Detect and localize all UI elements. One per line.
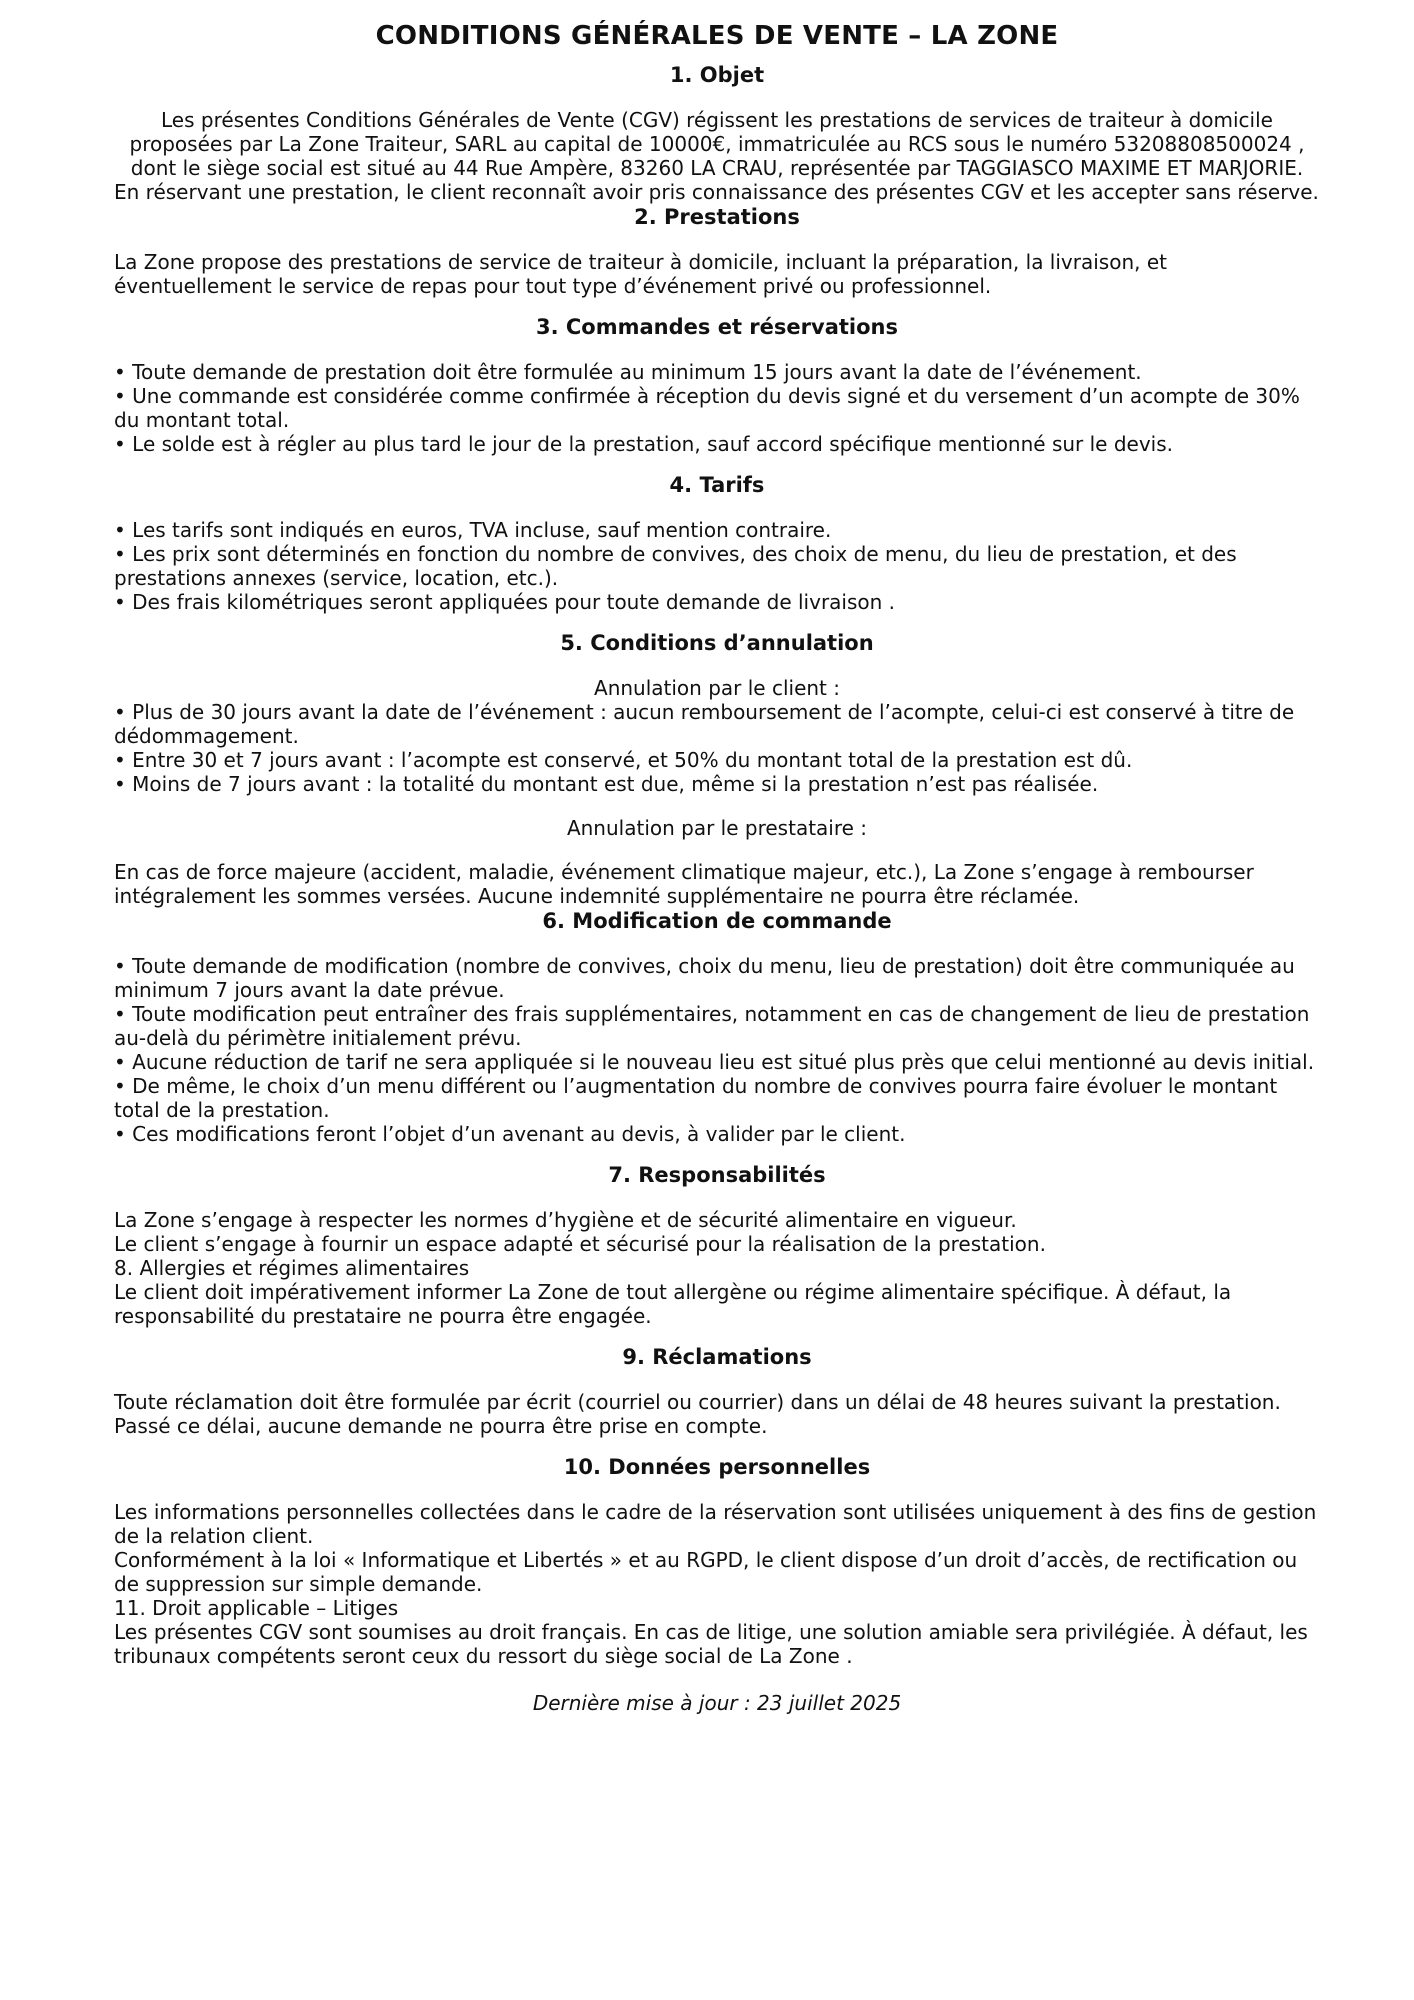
list-item: • Toute modification peut entraîner des frais supplémentaires, notamment en cas de changement de lieu de prestation au-delà du périmètre initialement prévu. [114,1002,1310,1050]
list-item: • Plus de 30 jours avant la date de l’événement : aucun remboursement de l’acompte, celui-ci est conservé à titre de dédommagement. [114,700,1295,748]
list-item: • Moins de 7 jours avant : la totalité du montant est due, même si la prestation n’est pas réalisée. [114,772,1099,796]
section-commandes [114,314,1320,456]
section-line: Conformément à la loi « Informatique et Libertés » et au RGPD, le client dispose d’un droit d’accès, de rectification ou de suppression sur simple demande. [114,1548,1298,1596]
list-item: • Toute demande de prestation doit être formulée au minimum 15 jours avant la date de l’événement. [114,360,1142,384]
section-line: Les présentes CGV sont soumises au droit français. En cas de litige, une solution amiable sera privilégiée. À défaut, les tribunaux compétents seront ceux du ressort du siège social de La Zone . [114,1620,1308,1668]
section-annulation [114,630,1320,908]
list-item: • Toute demande de modification (nombre de convives, choix du menu, lieu de prestation) doit être communiquée au minimum 7 jours avant la date prévue. [114,954,1295,1002]
section-line: Le client s’engage à fournir un espace adapté et sécurisé pour la réalisation de la prestation. [114,1232,1046,1256]
list-item: • Les tarifs sont indiqués en euros, TVA incluse, sauf mention contraire. [114,518,832,542]
list-item: • Une commande est considérée comme confirmée à réception du devis signé et du versement d’un acompte de 30% du montant total. [114,384,1300,432]
section-intro: Les présentes Conditions Générales de Vente (CGV) régissent les prestations de services de traiteur à domicile proposées par La Zone Traiteur, SARL au capital de 10000€, immatriculée au RCS sous le numéro 53208808500024 , dont le siège social est situé au 44 Rue Ampère, 83260 LA CRAU, représentée par TAGGIASCO MAXIME ET MARJORIE. [129,108,1305,180]
section-donnees-personnelles [114,1454,1320,1668]
cgv-document [114,18,1320,1736]
section-heading: 4. Tarifs [669,473,765,497]
provider-cancellation-label: Annulation par le prestataire : [566,816,868,840]
document-title: CONDITIONS GÉNÉRALES DE VENTE – LA ZONE [375,21,1059,51]
section-tarifs [114,472,1320,614]
section-heading: 2. Prestations [634,205,800,229]
list-item: • De même, le choix d’un menu différent ou l’augmentation du nombre de convives pourra faire évoluer le montant total de la prestation. [114,1074,1278,1122]
section-objet [114,62,1320,204]
section-heading: 7. Responsabilités [608,1163,826,1187]
list-item: • Des frais kilométriques seront appliquées pour toute demande de livraison . [114,590,896,614]
section-modification [114,908,1320,1146]
last-update-note: Dernière mise à jour : 23 juillet 2025 [532,1691,902,1715]
section-text: En cas de force majeure (accident, maladie, événement climatique majeur, etc.), La Zone s’engage à rembourser intégralement les sommes versées. Aucune indemnité supplémentaire ne pourra être réclamée. [114,860,1254,908]
section-prestations [114,204,1320,298]
section-reclamations [114,1344,1320,1438]
section-heading: 6. Modification de commande [542,909,892,933]
list-item: • Les prix sont déterminés en fonction du nombre de convives, des choix de menu, du lieu de prestation, et des prestations annexes (service, location, etc.). [114,542,1237,590]
section-heading: 3. Commandes et réservations [536,315,898,339]
section-heading: 5. Conditions d’annulation [560,631,874,655]
section-heading: 1. Objet [669,63,765,87]
list-item: • Aucune réduction de tarif ne sera appliquée si le nouveau lieu est situé plus près que celui mentionné au devis initial. [114,1050,1315,1074]
section-responsabilites [114,1162,1320,1328]
section-line: Les informations personnelles collectées dans le cadre de la réservation sont utilisées uniquement à des fins de gestion de la relation client. [114,1500,1317,1548]
section-line: 11. Droit applicable – Litiges [114,1596,399,1620]
section-line: La Zone s’engage à respecter les normes d’hygiène et de sécurité alimentaire en vigueur. [114,1208,1017,1232]
section-line: 8. Allergies et régimes alimentaires [114,1256,470,1280]
section-heading: 10. Données personnelles [563,1455,871,1479]
section-heading: 9. Réclamations [622,1345,812,1369]
list-item: • Entre 30 et 7 jours avant : l’acompte est conservé, et 50% du montant total de la prestation est dû. [114,748,1133,772]
section-text: En réservant une prestation, le client reconnaît avoir pris connaissance des présentes CGV et les accepter sans réserve. [114,180,1319,204]
section-line: Le client doit impérativement informer La Zone de tout allergène ou régime alimentaire spécifique. À défaut, la responsabilité du prestataire ne pourra être engagée. [114,1280,1232,1328]
client-cancellation-label: Annulation par le client : [594,676,840,700]
list-item: • Le solde est à régler au plus tard le jour de la prestation, sauf accord spécifique mentionné sur le devis. [114,432,1174,456]
section-text: Toute réclamation doit être formulée par écrit (courriel ou courrier) dans un délai de 48 heures suivant la prestation. Passé ce délai, aucune demande ne pourra être prise en compte. [114,1390,1281,1438]
list-item: • Ces modifications feront l’objet d’un avenant au devis, à valider par le client. [114,1122,906,1146]
section-text: La Zone propose des prestations de service de traiteur à domicile, incluant la préparation, la livraison, et éventuellement le service de repas pour tout type d’événement privé ou professionnel. [114,250,1167,298]
